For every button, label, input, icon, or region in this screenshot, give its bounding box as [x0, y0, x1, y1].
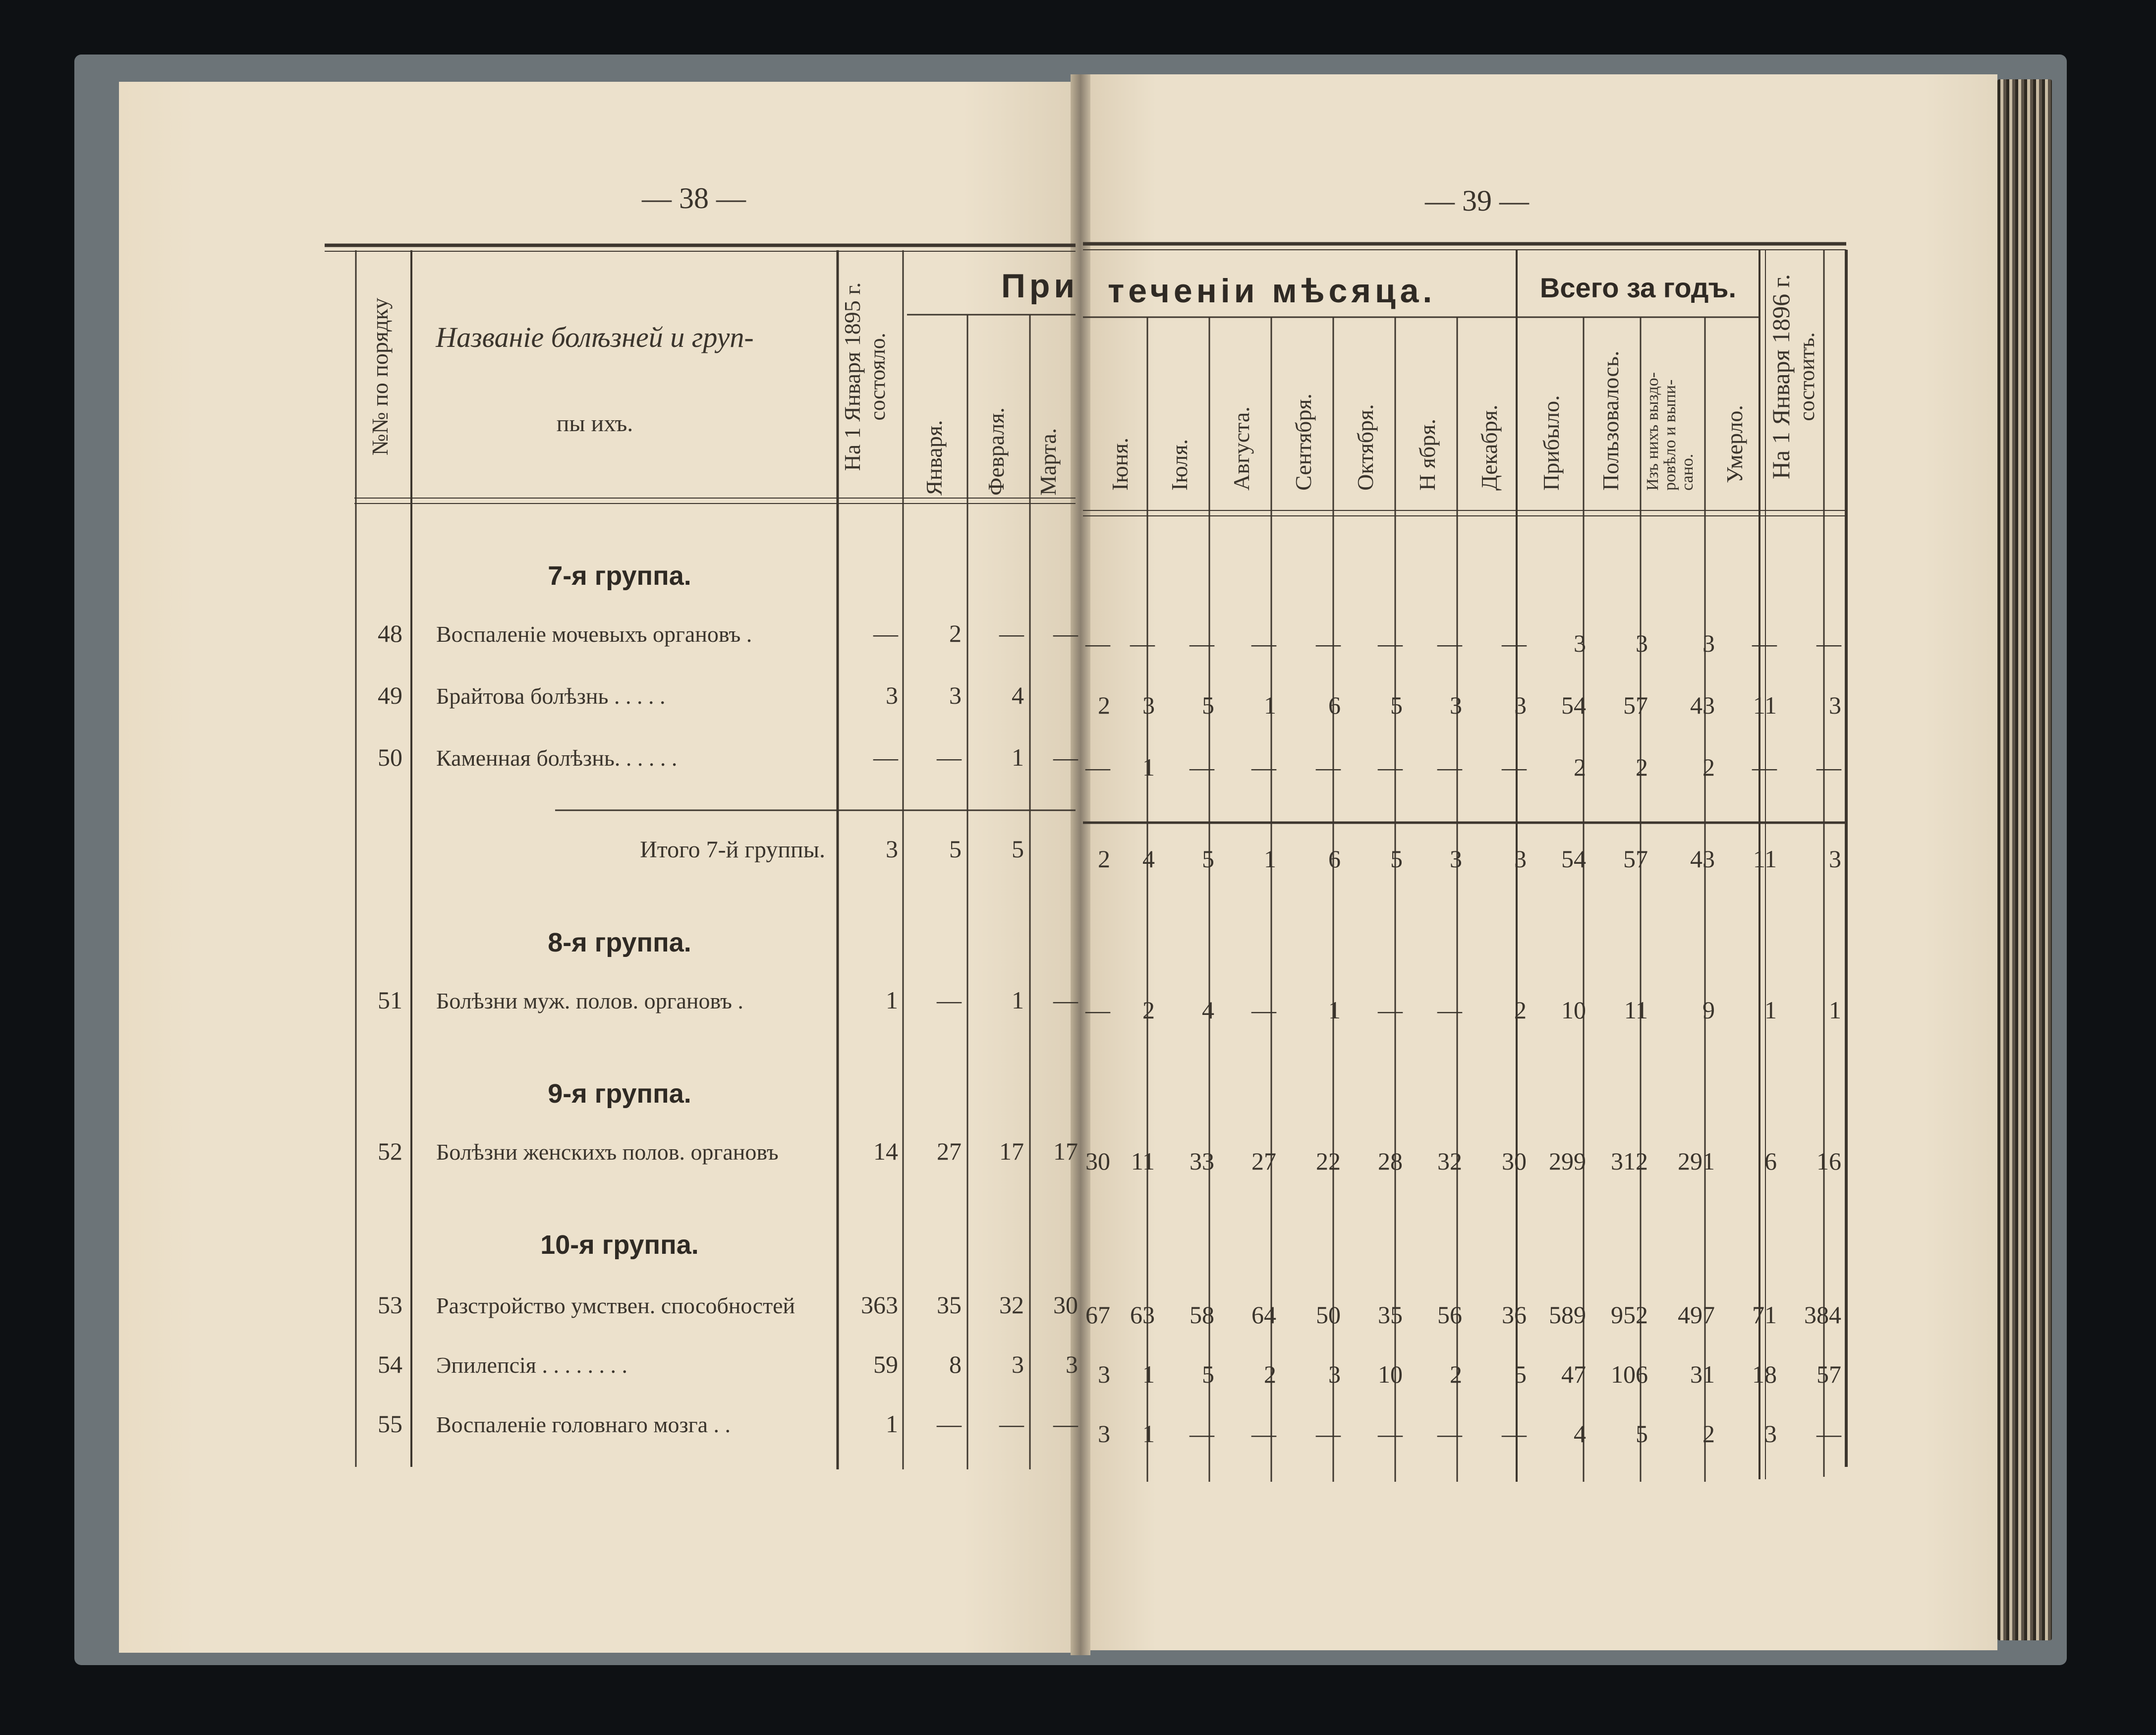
row-cell-right: —	[1502, 753, 1527, 781]
row-cell-left: —	[999, 619, 1024, 647]
table-row	[378, 1350, 1841, 1388]
row-cell-right: 57	[1623, 845, 1648, 873]
row-cell-right: 1	[1142, 1360, 1155, 1388]
row-cell-right: —	[1816, 629, 1841, 657]
row-cell-right: 589	[1549, 1301, 1586, 1329]
row-cell-right: 3	[1450, 691, 1462, 719]
group-10-heading: 10-я группа.	[540, 1230, 699, 1260]
row-cell-right: 67	[1085, 1301, 1110, 1329]
row-cell-left: 363	[861, 1291, 898, 1319]
header-month-right: Августа.	[1229, 406, 1254, 491]
row-cell-right: 6	[1328, 845, 1341, 873]
header-arrived-left: При	[1001, 267, 1079, 305]
row-cell-right: 1	[1264, 845, 1276, 873]
row-cell-right: —	[1316, 753, 1341, 781]
row-cell-right: 11	[1753, 845, 1777, 873]
header-end-2: состоитъ.	[1795, 332, 1819, 421]
row-cell-right: 1	[1264, 691, 1276, 719]
row-number: 52	[378, 1137, 402, 1165]
header-start-1: На 1 Января 1895 г.	[840, 282, 865, 471]
row-cell-right: 16	[1816, 1147, 1841, 1175]
row-cell-left: —	[1053, 986, 1078, 1014]
row-cell-right: 497	[1678, 1301, 1715, 1329]
table-row	[378, 986, 1841, 1024]
row-cell-right: 3	[1098, 1420, 1110, 1448]
header-arrived-total: Прибыло.	[1538, 395, 1564, 491]
header-used-total: Пользовалось.	[1598, 350, 1623, 491]
row-cell-left: —	[999, 1410, 1024, 1438]
row-cell-right: —	[1502, 1420, 1527, 1448]
right-page-number: — 39 —	[1425, 184, 1529, 217]
table-row	[378, 743, 1842, 781]
row-cell-right: —	[1502, 629, 1527, 657]
row-cell-right: —	[1378, 996, 1403, 1024]
header-start-2: состояло.	[865, 333, 890, 421]
row-cell-right: 2	[1702, 1420, 1715, 1448]
row-cell-right: 11	[1753, 691, 1777, 719]
row-cell-right: 384	[1804, 1301, 1841, 1329]
row-cell-left: 5	[1012, 835, 1024, 863]
row-cell-right: 32	[1437, 1147, 1462, 1175]
row-cell-right: —	[1251, 753, 1276, 781]
row-cell-right: —	[1316, 1420, 1341, 1448]
row-cell-left: 2	[949, 619, 962, 647]
row-cell-right: 952	[1611, 1301, 1648, 1329]
row-cell-right: 4	[1574, 1420, 1586, 1448]
header-rownum: №№ по порядку	[367, 297, 393, 456]
row-cell-right: 5	[1390, 845, 1403, 873]
row-cell-right: 64	[1251, 1301, 1276, 1329]
row-cell-right: 3	[1829, 691, 1841, 719]
row-cell-right: 3	[1328, 1360, 1341, 1388]
row-cell-left: 3	[949, 681, 962, 709]
row-cell-right: —	[1316, 629, 1341, 657]
row-cell-right: —	[1190, 629, 1214, 657]
row-cell-left: —	[937, 743, 962, 771]
row-cell-right: —	[1190, 1420, 1214, 1448]
row-cell-right: 30	[1085, 1147, 1110, 1175]
row-cell-right: 3	[1702, 629, 1715, 657]
row-cell-left: 3	[1066, 1350, 1078, 1378]
row-cell-right: —	[1437, 1420, 1462, 1448]
header-year-total: Всего за годъ.	[1539, 272, 1737, 303]
header-month-left: Марта.	[1035, 428, 1061, 496]
table-row	[378, 619, 1842, 657]
row-cell-left: 3	[886, 681, 898, 709]
row-cell-left: 1	[886, 986, 898, 1014]
header-month-right: Октября.	[1353, 404, 1378, 491]
row-name: Разстройство умствен. способностей	[436, 1293, 795, 1318]
row-cell-left: 3	[886, 835, 898, 863]
table-row	[378, 681, 1841, 719]
row-cell-right: —	[1437, 629, 1462, 657]
row-cell-right: 5	[1514, 1360, 1527, 1388]
row-number: 48	[378, 619, 402, 647]
group-9-heading: 9-я группа.	[548, 1079, 691, 1109]
row-cell-right: 57	[1816, 1360, 1841, 1388]
row-cell-right: 1	[1764, 996, 1777, 1024]
header-arrived-right: теченіи мѣсяца.	[1108, 272, 1436, 310]
row-cell-right: 63	[1130, 1301, 1155, 1329]
months-left	[921, 407, 1061, 496]
row-cell-right: —	[1085, 753, 1110, 781]
row-cell-left: —	[937, 986, 962, 1014]
header-recovered: ровѣло и выпи-	[1661, 379, 1679, 491]
row-cell-right: 6	[1328, 691, 1341, 719]
header-died: Умерло.	[1722, 405, 1747, 483]
row-cell-right: 33	[1190, 1147, 1214, 1175]
row-cell-right: 71	[1752, 1301, 1777, 1329]
row-name: Брайтова болѣзнь . . . . .	[436, 683, 666, 709]
row-cell-right: 3	[1829, 845, 1841, 873]
row-cell-right: 11	[1624, 996, 1648, 1024]
row-cell-right: 2	[1574, 753, 1586, 781]
row-name: Эпилепсія . . . . . . . .	[436, 1352, 627, 1378]
table-row	[378, 1291, 1841, 1329]
row-cell-left: 5	[949, 835, 962, 863]
row-cell-right: —	[1437, 996, 1462, 1024]
row-cell-right: 18	[1752, 1360, 1777, 1388]
row-cell-right: 5	[1202, 845, 1214, 873]
row-cell-right: 54	[1561, 691, 1586, 719]
left-page-number: — 38 —	[642, 182, 746, 215]
row-number: 55	[378, 1410, 402, 1438]
row-cell-right: 10	[1378, 1360, 1403, 1388]
row-cell-right: 5	[1202, 1360, 1214, 1388]
row-cell-left: 17	[1053, 1137, 1078, 1165]
row-cell-right: 43	[1690, 845, 1715, 873]
row-cell-left: —	[873, 619, 898, 647]
row-cell-right: 2	[1450, 1360, 1462, 1388]
row-cell-right: 47	[1561, 1360, 1586, 1388]
row-cell-right: 2	[1514, 996, 1527, 1024]
header-month-right: Іюля.	[1167, 439, 1192, 491]
row-cell-left: 59	[873, 1350, 898, 1378]
header-month-right: Декабря.	[1476, 404, 1502, 491]
row-cell-right: 10	[1561, 996, 1586, 1024]
row-cell-right: 11	[1131, 1147, 1155, 1175]
row-cell-right: 5	[1390, 691, 1403, 719]
header-month-right: Сентября.	[1291, 393, 1316, 491]
row-cell-left: —	[1053, 1410, 1078, 1438]
row-cell-right: 27	[1251, 1147, 1276, 1175]
row-cell-right: —	[1130, 629, 1155, 657]
header-name-line2: пы ихъ.	[556, 410, 633, 437]
row-cell-right: 36	[1502, 1301, 1527, 1329]
row-cell-right: 3	[1142, 691, 1155, 719]
row-cell-right: 56	[1437, 1301, 1462, 1329]
row-number: 54	[378, 1350, 402, 1378]
row-cell-left: 1	[886, 1410, 898, 1438]
row-cell-left: —	[937, 1410, 962, 1438]
row-cell-left: 1	[1012, 743, 1024, 771]
row-cell-right: 3	[1450, 845, 1462, 873]
row-cell-right: 299	[1549, 1147, 1586, 1175]
row-cell-right: —	[1085, 629, 1110, 657]
row-name: Каменная болѣзнь. . . . . .	[436, 745, 678, 771]
row-cell-right: 1	[1328, 996, 1341, 1024]
row-cell-right: 57	[1623, 691, 1648, 719]
row-cell-left: 27	[937, 1137, 962, 1165]
row-cell-left: 30	[1053, 1291, 1078, 1319]
table-body	[378, 619, 1842, 1448]
row-cell-right: 1	[1142, 753, 1155, 781]
header-month-left: Января.	[921, 420, 947, 496]
row-cell-left: —	[873, 743, 898, 771]
row-cell-right: 4	[1142, 845, 1155, 873]
totals-header	[1538, 351, 1747, 491]
row-name: Воспаленіе мочевыхъ органовъ .	[436, 621, 752, 647]
row-cell-right: 30	[1502, 1147, 1527, 1175]
header-end-1: На 1 Января 1896 г.	[1767, 274, 1795, 479]
header-month-right: Іюня.	[1107, 438, 1133, 491]
row-cell-right: —	[1752, 629, 1777, 657]
row-cell-right: 3	[1764, 1420, 1777, 1448]
group-8-heading: 8-я группа.	[548, 928, 691, 957]
row-name: Воспаленіе головнаго мозга . .	[436, 1412, 731, 1437]
row-cell-right: —	[1251, 996, 1276, 1024]
row-cell-right: —	[1251, 1420, 1276, 1448]
row-number: 50	[378, 743, 402, 771]
row-cell-left: —	[1053, 743, 1078, 771]
row-number: 51	[378, 986, 402, 1014]
row-cell-left: 8	[949, 1350, 962, 1378]
row-cell-right: 3	[1514, 845, 1527, 873]
row-cell-right: 1	[1829, 996, 1841, 1024]
row-cell-right: —	[1816, 753, 1841, 781]
row-cell-right: 312	[1611, 1147, 1648, 1175]
header-name-line1: Названіе болѣзней и груп-	[436, 321, 754, 353]
table-row	[378, 1410, 1842, 1448]
row-cell-left: 1	[1012, 986, 1024, 1014]
row-cell-right: —	[1752, 753, 1777, 781]
row-cell-right: 2	[1702, 753, 1715, 781]
row-cell-right: 2	[1098, 691, 1110, 719]
row-cell-right: 3	[1574, 629, 1586, 657]
row-cell-right: 106	[1611, 1360, 1648, 1388]
row-cell-right: 3	[1514, 691, 1527, 719]
row-cell-right: 5	[1636, 1420, 1648, 1448]
header-recovered: Изъ нихъ выздо-	[1644, 372, 1662, 491]
header-month-right: Н ября.	[1415, 419, 1440, 491]
row-cell-right: —	[1437, 753, 1462, 781]
row-cell-right: 58	[1190, 1301, 1214, 1329]
row-cell-left: 14	[873, 1137, 898, 1165]
row-cell-right: 291	[1678, 1147, 1715, 1175]
row-cell-right: 2	[1636, 753, 1648, 781]
row-number: 49	[378, 681, 402, 709]
row-cell-right: 2	[1098, 845, 1110, 873]
group-7-heading: 7-я группа.	[548, 561, 691, 591]
row-name: Болѣзни женскихъ полов. органовъ	[436, 1139, 779, 1165]
row-cell-right: 43	[1690, 691, 1715, 719]
row-cell-right: 2	[1142, 996, 1155, 1024]
row-cell-left: 3	[1012, 1350, 1024, 1378]
row-cell-right: 3	[1636, 629, 1648, 657]
months-right	[1107, 393, 1502, 491]
row-cell-right: —	[1378, 629, 1403, 657]
row-cell-right: 3	[1098, 1360, 1110, 1388]
header-recovered: сано.	[1678, 453, 1697, 491]
row-cell-left: 32	[999, 1291, 1024, 1319]
row-cell-right: 31	[1690, 1360, 1715, 1388]
row-name: Болѣзни муж. полов. органовъ .	[436, 988, 743, 1013]
table-row	[378, 1137, 1841, 1175]
row-name: Итого 7-й группы.	[640, 837, 825, 863]
row-cell-right: 35	[1378, 1301, 1403, 1329]
row-cell-left: 35	[937, 1291, 962, 1319]
table-row	[640, 835, 1841, 873]
row-cell-right: 6	[1764, 1147, 1777, 1175]
row-cell-right: 50	[1316, 1301, 1341, 1329]
row-cell-right: 5	[1202, 691, 1214, 719]
row-cell-right: 1	[1142, 1420, 1155, 1448]
row-cell-right: —	[1378, 1420, 1403, 1448]
row-cell-right: —	[1085, 996, 1110, 1024]
row-cell-left: 17	[999, 1137, 1024, 1165]
row-cell-right: —	[1251, 629, 1276, 657]
row-cell-right: 28	[1378, 1147, 1403, 1175]
row-cell-left: —	[1053, 619, 1078, 647]
row-cell-right: —	[1190, 753, 1214, 781]
row-cell-left: 4	[1012, 681, 1024, 709]
row-cell-right: 9	[1702, 996, 1715, 1024]
row-cell-right: 54	[1561, 845, 1586, 873]
row-cell-right: 4	[1202, 996, 1214, 1024]
row-cell-right: —	[1816, 1420, 1841, 1448]
row-cell-right: 2	[1264, 1360, 1276, 1388]
row-cell-right: 22	[1316, 1147, 1341, 1175]
row-number: 53	[378, 1291, 402, 1319]
row-cell-right: —	[1378, 753, 1403, 781]
header-month-left: Февраля.	[983, 407, 1009, 496]
